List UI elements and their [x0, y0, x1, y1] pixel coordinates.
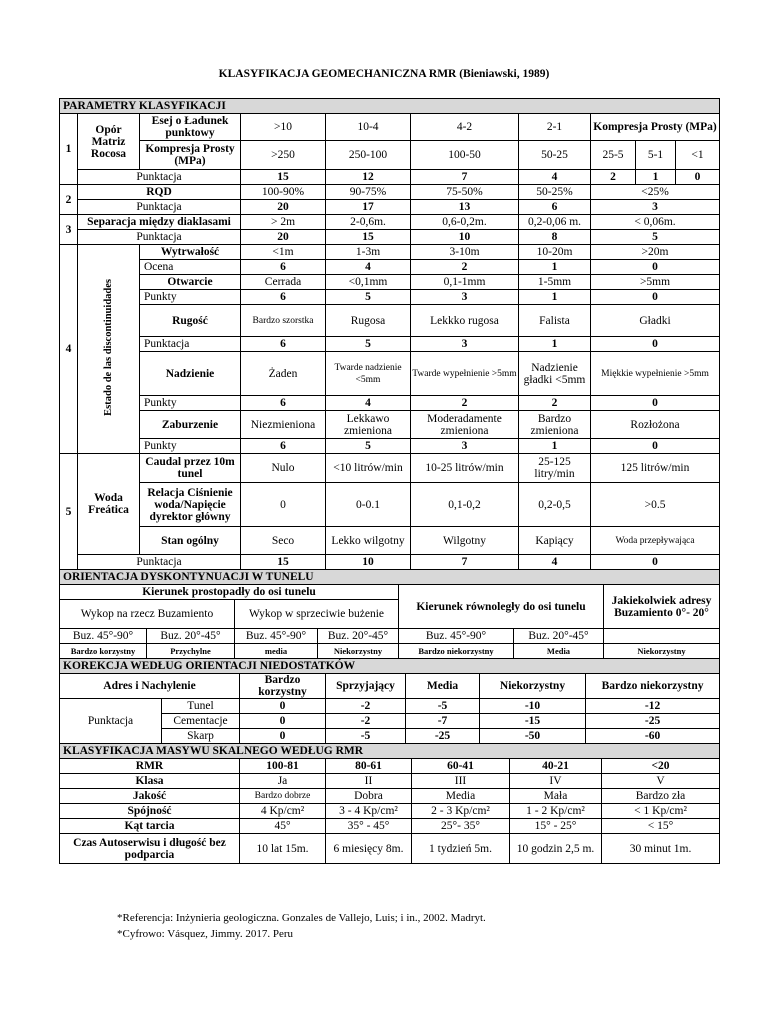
col-header: Media — [406, 674, 480, 699]
cell: 0 — [676, 170, 720, 185]
cell: 25-125 litry/min — [519, 454, 591, 483]
cell: Falista — [519, 305, 591, 337]
cell: < 0,06m. — [591, 215, 720, 230]
col-header: Bardzo korzystny — [240, 674, 326, 699]
cell: Cerrada — [241, 275, 326, 290]
cell: 8 — [519, 230, 591, 245]
cell: 4 — [326, 396, 411, 411]
cell: 3 — [591, 200, 720, 215]
cell: <1 — [676, 141, 720, 170]
cell: Bardzo zła — [602, 789, 720, 804]
cell: <0,1mm — [326, 275, 411, 290]
param-label: Separacja między diaklasami — [78, 215, 241, 230]
cell: 0 — [240, 714, 326, 729]
cell: <1m — [241, 245, 326, 260]
cell: 10 lat 15m. — [240, 834, 326, 864]
cell: 4-2 — [411, 114, 519, 141]
cell: Twarde nadzienie <5mm — [326, 352, 411, 396]
cell: 1 tydzień 5m. — [412, 834, 510, 864]
section-header: KLASYFIKACJA MASYWU SKALNEGO WEDŁUG RMR — [60, 744, 720, 759]
param-number: 5 — [60, 454, 78, 570]
cell: Żaden — [241, 352, 326, 396]
row-label: Kąt tarcia — [60, 819, 240, 834]
row-label: RMR — [60, 759, 240, 774]
cell: Bardzo dobrze — [240, 789, 326, 804]
cell: 2-1 — [519, 114, 591, 141]
cell: 60-41 — [412, 759, 510, 774]
vertical-label: Estado de las discontinuidades — [102, 279, 114, 416]
cell: 2 — [411, 260, 519, 275]
cell: 10 godzin 2,5 m. — [510, 834, 602, 864]
col-header: Jakiekolwiek adresy Buzamiento 0°- 20° — [604, 585, 720, 629]
cell: Nadzienie gładki <5mm — [519, 352, 591, 396]
cell: 6 — [519, 200, 591, 215]
cell: 12 — [326, 170, 411, 185]
cell: -60 — [586, 729, 720, 744]
param-label: Woda Freática — [78, 454, 140, 555]
cell: 2 — [411, 396, 519, 411]
points-label: Punktacja — [78, 230, 241, 245]
cell: Niekorzystny — [604, 644, 720, 659]
cell: 6 — [241, 439, 326, 454]
row-label: Relacja Ciśnienie woda/Napięcie dyrektor główny — [140, 483, 241, 527]
cell: Buz. 45°-90° — [399, 629, 514, 644]
cell: <25% — [591, 185, 720, 200]
cell: -2 — [326, 699, 406, 714]
cell: IV — [510, 774, 602, 789]
row-label: Stan ogólny — [140, 527, 241, 555]
points-label: Punktacja — [78, 200, 241, 215]
cell: 17 — [326, 200, 411, 215]
cell: 3 - 4 Kp/cm² — [326, 804, 412, 819]
cell: 0,6-0,2m. — [411, 215, 519, 230]
correction-table — [59, 658, 720, 744]
cell: > 2m — [241, 215, 326, 230]
cell: 5-1 — [636, 141, 676, 170]
cell: 20 — [241, 200, 326, 215]
cell: 1 — [519, 260, 591, 275]
cell: Seco — [241, 527, 326, 555]
cell: V — [602, 774, 720, 789]
references — [117, 910, 486, 942]
cell: 4 — [519, 170, 591, 185]
cell: -12 — [586, 699, 720, 714]
cell: 3-10m — [411, 245, 519, 260]
cell: 5 — [591, 230, 720, 245]
cell: -15 — [480, 714, 586, 729]
cell: -2 — [326, 714, 406, 729]
cell: Nulo — [241, 454, 326, 483]
cell: 6 miesięcy 8m. — [326, 834, 412, 864]
cell: 75-50% — [411, 185, 519, 200]
cell: 15 — [241, 170, 326, 185]
cell: >20m — [591, 245, 720, 260]
cell: 2 — [591, 170, 636, 185]
cell: 0,1-0,2 — [411, 483, 519, 527]
cell: <20 — [602, 759, 720, 774]
cell: 100-90% — [241, 185, 326, 200]
section-header: KOREKCJA WEDŁUG ORIENTACJI NIEDOSTATKÓW — [60, 659, 720, 674]
cell: 45° — [240, 819, 326, 834]
param-label: RQD — [78, 185, 241, 200]
cell: 1 — [519, 439, 591, 454]
cell: 0 — [591, 290, 720, 305]
orientation-table — [59, 569, 720, 659]
cell: -10 — [480, 699, 586, 714]
cell: Dobra — [326, 789, 412, 804]
cell: -50 — [480, 729, 586, 744]
cell: 50-25% — [519, 185, 591, 200]
row-label: Klasa — [60, 774, 240, 789]
cell: 1-3m — [326, 245, 411, 260]
col-header: Wykop w sprzeciwie bużenie — [235, 600, 399, 629]
cell: Buz. 20°-45° — [147, 629, 235, 644]
cell: 0,2-0,06 m. — [519, 215, 591, 230]
cell: 125 litrów/min — [591, 454, 720, 483]
cell: 40-21 — [510, 759, 602, 774]
cell: < 15° — [602, 819, 720, 834]
cell: 5 — [326, 439, 411, 454]
rmr-tables — [59, 98, 719, 864]
cell: Media — [514, 644, 604, 659]
param-number: 3 — [60, 215, 78, 245]
cell: 2 - 3 Kp/cm² — [412, 804, 510, 819]
cell: >5mm — [591, 275, 720, 290]
cell: Buz. 45°-90° — [235, 629, 318, 644]
cell: 6 — [241, 337, 326, 352]
cell: -5 — [406, 699, 480, 714]
cell: Twarde wypełnienie >5mm — [411, 352, 519, 396]
cell: Buz. 45°-90° — [60, 629, 147, 644]
cell: Niekorzystny — [318, 644, 399, 659]
points-label: Punktacja — [78, 555, 241, 570]
cell: 6 — [241, 396, 326, 411]
cell: -7 — [406, 714, 480, 729]
row-label: Otwarcie — [140, 275, 241, 290]
cell: 15° - 25° — [510, 819, 602, 834]
row-label: Punktacja — [140, 337, 241, 352]
cell: Bardzo zmieniona — [519, 411, 591, 439]
cell: 0,2-0,5 — [519, 483, 591, 527]
col-header: Adres i Nachylenie — [60, 674, 240, 699]
cell: 25°- 35° — [412, 819, 510, 834]
cell: 10 — [411, 230, 519, 245]
cell: <10 litrów/min — [326, 454, 411, 483]
cell: 1 — [519, 337, 591, 352]
cell: 3 — [411, 439, 519, 454]
cell: Bardzo niekorzystny — [399, 644, 514, 659]
cell: Bardzo szorstka — [241, 305, 326, 337]
points-label: Punktacja — [78, 170, 241, 185]
col-header: Kierunek równoległy do osi tunelu — [399, 585, 604, 629]
cell: Media — [412, 789, 510, 804]
row-label: Ocena — [140, 260, 241, 275]
cell: 0-0.1 — [326, 483, 411, 527]
row-label: Czas Autoserwisu i długość bez podparcia — [60, 834, 240, 864]
cell: 20 — [241, 230, 326, 245]
cell: 1-5mm — [519, 275, 591, 290]
cell: 0 — [240, 699, 326, 714]
param-sublabel: Kompresja Prosty (MPa) — [140, 141, 241, 170]
reference-line: *Cyfrowo: Vásquez, Jimmy. 2017. Peru — [117, 928, 293, 940]
cell: 10-20m — [519, 245, 591, 260]
cell: 25-5 — [591, 141, 636, 170]
cell: 2-0,6m. — [326, 215, 411, 230]
cell: >250 — [241, 141, 326, 170]
param-label: Opór Matriz Rocosa — [78, 114, 140, 170]
cell: 10-25 litrów/min — [411, 454, 519, 483]
col-header: Wykop na rzecz Buzamiento — [60, 600, 235, 629]
cell: 1 — [636, 170, 676, 185]
row-label: Wytrwałość — [140, 245, 241, 260]
col-header: Sprzyjający — [326, 674, 406, 699]
cell: 0 — [591, 260, 720, 275]
cell: 7 — [411, 555, 519, 570]
row-label: Caudal przez 10m tunel — [140, 454, 241, 483]
cell: 30 minut 1m. — [602, 834, 720, 864]
cell: II — [326, 774, 412, 789]
cell: >10 — [241, 114, 326, 141]
cell: 90-75% — [326, 185, 411, 200]
cell: 50-25 — [519, 141, 591, 170]
cell: 10 — [326, 555, 411, 570]
cell: 100-50 — [411, 141, 519, 170]
cell: 250-100 — [326, 141, 411, 170]
cell: Lekko wilgotny — [326, 527, 411, 555]
cell: -25 — [586, 714, 720, 729]
cell: Ja — [240, 774, 326, 789]
cell: 1 - 2 Kp/cm² — [510, 804, 602, 819]
cell: 0 — [591, 337, 720, 352]
param-number: 2 — [60, 185, 78, 215]
cell: Bardzo korzystny — [60, 644, 147, 659]
cell: 80-61 — [326, 759, 412, 774]
cell: Woda przepływająca — [591, 527, 720, 555]
col-header: Niekorzystny — [480, 674, 586, 699]
cell: 4 Kp/cm² — [240, 804, 326, 819]
cell: 6 — [241, 290, 326, 305]
row-label: Rugość — [140, 305, 241, 337]
cell: Kapiący — [519, 527, 591, 555]
row-label: Cementacje — [162, 714, 240, 729]
cell: Moderadamente zmieniona — [411, 411, 519, 439]
cell: 3 — [411, 337, 519, 352]
cell: Niezmieniona — [241, 411, 326, 439]
row-label: Tunel — [162, 699, 240, 714]
section-header: ORIENTACJA DYSKONTYNUACJI W TUNELU — [60, 570, 720, 585]
rock-mass-table — [59, 743, 720, 864]
row-label: Skarp — [162, 729, 240, 744]
cell: Lekkko rugosa — [411, 305, 519, 337]
cell: 0 — [591, 555, 720, 570]
cell: 100-81 — [240, 759, 326, 774]
row-label: Jakość — [60, 789, 240, 804]
page-title: KLASYFIKACJA GEOMECHANICZNA RMR (Bieniawski, 1989) — [218, 68, 550, 80]
cell: 4 — [519, 555, 591, 570]
reference-line: *Referencja: Inżynieria geologiczna. Gonzales de Vallejo, Luis; i in., 2002. Madryt. — [117, 912, 486, 924]
cell: Rozłożona — [591, 411, 720, 439]
cell: Rugosa — [326, 305, 411, 337]
cell: Gładki — [591, 305, 720, 337]
cell: >0.5 — [591, 483, 720, 527]
row-label: Punkty — [140, 439, 241, 454]
cell: 0 — [591, 439, 720, 454]
cell: III — [412, 774, 510, 789]
row-label: Punkty — [140, 290, 241, 305]
cell: Przychylne — [147, 644, 235, 659]
cell: Kompresja Prosty (MPa) — [591, 114, 720, 141]
param-number: 4 — [60, 245, 78, 454]
row-label: Spójność — [60, 804, 240, 819]
vertical-label-cell — [78, 245, 140, 454]
cell: 15 — [326, 230, 411, 245]
param-sublabel: Esej o Ładunek punktowy — [140, 114, 241, 141]
cell: Mała — [510, 789, 602, 804]
cell: Miękkie wypełnienie >5mm — [591, 352, 720, 396]
cell: 0 — [591, 396, 720, 411]
cell: 15 — [241, 555, 326, 570]
row-label: Punkty — [140, 396, 241, 411]
cell: -25 — [406, 729, 480, 744]
cell — [604, 629, 720, 644]
cell: 13 — [411, 200, 519, 215]
points-label: Punktacja — [60, 699, 162, 744]
cell: Buz. 20°-45° — [514, 629, 604, 644]
cell: 1 — [519, 290, 591, 305]
cell: 35° - 45° — [326, 819, 412, 834]
cell: 0,1-1mm — [411, 275, 519, 290]
cell: Lekkawo zmieniona — [326, 411, 411, 439]
cell: 10-4 — [326, 114, 411, 141]
cell: 4 — [326, 260, 411, 275]
cell: -5 — [326, 729, 406, 744]
classification-parameters-table — [59, 98, 720, 570]
cell: 5 — [326, 337, 411, 352]
cell: 5 — [326, 290, 411, 305]
col-header: Bardzo niekorzystny — [586, 674, 720, 699]
section-header: PARAMETRY KLASYFIKACJI — [60, 99, 720, 114]
param-number: 1 — [60, 114, 78, 185]
cell: Wilgotny — [411, 527, 519, 555]
cell: 7 — [411, 170, 519, 185]
row-label: Nadzienie — [140, 352, 241, 396]
cell: Buz. 20°-45° — [318, 629, 399, 644]
row-label: Zaburzenie — [140, 411, 241, 439]
cell: 0 — [240, 729, 326, 744]
cell: media — [235, 644, 318, 659]
cell: 2 — [519, 396, 591, 411]
cell: < 1 Kp/cm² — [602, 804, 720, 819]
cell: 0 — [241, 483, 326, 527]
cell: 6 — [241, 260, 326, 275]
cell: 3 — [411, 290, 519, 305]
col-header: Kierunek prostopadły do osi tunelu — [60, 585, 399, 600]
